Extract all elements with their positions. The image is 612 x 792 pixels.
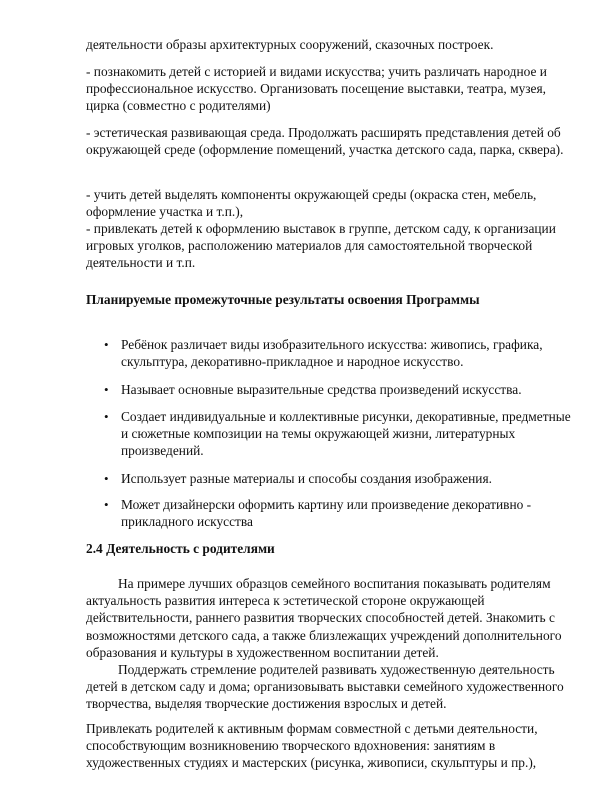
paragraph-aesthetic-environment: - эстетическая развивающая среда. Продолжать расширять представления детей об окружающей среде (оформление помещений, участка детского сада, парка, сквера). [86,125,564,158]
heading-planned-results: Планируемые промежуточные результаты освоения Программы [86,292,480,307]
paragraph-architecture: деятельности образы архитектурных сооружений, сказочных построек. [86,37,494,52]
bullet-glyph: • [104,471,109,486]
paragraph-environment-components: - учить детей выделять компоненты окружающей среды (окраска стен, мебель, оформление участка и т.п.), [86,187,537,220]
paragraph-family-education: На примере лучших образцов семейного воспитания показывать родителям актуальность развития интереса к эстетической стороне окружающей действительности, раннего развития творческих способностей детей. Знакомить с возможностями детского сада, а также близлежащих учреждений дополнительного образования и культуры в художественном воспитании детей. [86,576,562,660]
bullet-item-3: Создает индивидуальные и коллективные рисунки, декоративные, предметные и сюжетные композиции на темы окружающей жизни, литературных произведений. [121,409,571,459]
bullet-item-4: Использует разные материалы и способы создания изображения. [121,471,492,486]
paragraph-exhibitions: - привлекать детей к оформлению выставок в группе, детском саду, к организации игровых уголков, расположению материалов для самостоятельной творческой деятельности и т.п. [86,221,556,271]
bullet-glyph: • [104,382,109,397]
bullet-item-2: Называет основные выразительные средства произведений искусства. [121,382,522,397]
bullet-glyph: • [104,497,109,512]
bullet-glyph: • [104,337,109,352]
bullet-item-5: Может дизайнерски оформить картину или произведение декоративно - прикладного искусства [121,497,532,530]
paragraph-parents-support: Поддержать стремление родителей развивать художественную деятельность детей в детском саду и дома; организовывать выставки семейного художественного творчества, выделяя творческие достижения взрослых и детей. [86,662,564,712]
bullet-item-1: Ребёнок различает виды изобразительного искусства: живопись, графика, скульптура, декоративно-прикладное и народное искусство. [121,337,543,370]
bullet-glyph: • [104,409,109,424]
heading-parents-activity: 2.4 Деятельность с родителями [86,541,275,556]
paragraph-art-history: - познакомить детей с историей и видами искусства; учить различать народное и профессиональное искусство. Организовать посещение выставки, театра, музея, цирка (совместно с родителями) [86,64,547,114]
paragraph-active-forms: Привлекать родителей к активным формам совместной с детьми деятельности, способствующим возникновению творческого вдохновения: занятиям в художественных студиях и мастерских (рисунка, живописи, скульптуры и пр.), [86,721,538,771]
